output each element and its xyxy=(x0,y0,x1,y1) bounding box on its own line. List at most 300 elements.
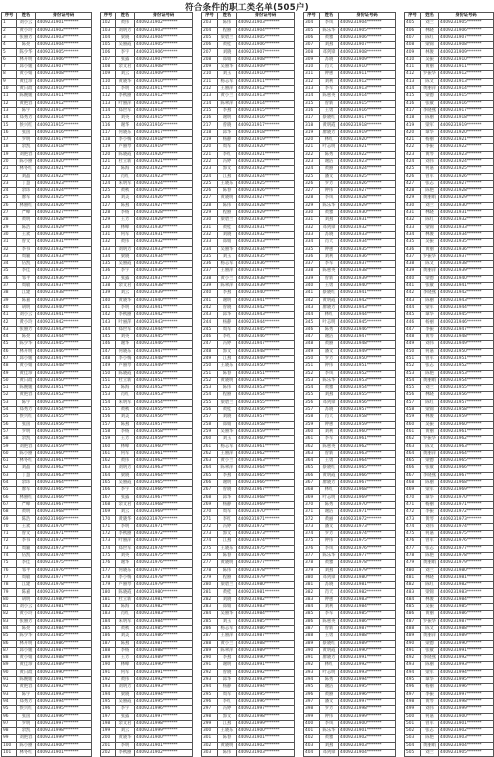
row-id: 4409231920******* xyxy=(339,137,396,144)
table-row xyxy=(101,304,193,311)
row-seq: 397 xyxy=(304,698,320,705)
table-row xyxy=(202,341,295,348)
header-seq: 序号 xyxy=(2,13,17,20)
row-seq: 23 xyxy=(2,180,17,187)
table-row xyxy=(101,480,193,487)
table-row xyxy=(304,414,396,421)
row-seq: 480 xyxy=(405,567,421,574)
row-name: 黄晓华 xyxy=(116,516,135,523)
row-id: 4409231967******* xyxy=(339,480,396,487)
row-seq: 486 xyxy=(405,611,421,618)
table-row xyxy=(2,480,92,487)
row-id: 4409231950******* xyxy=(135,370,193,377)
row-seq: 395 xyxy=(304,684,320,691)
table-row xyxy=(304,158,396,165)
table-row xyxy=(202,180,295,187)
row-name: 杨丽 xyxy=(421,137,439,144)
row-seq: 471 xyxy=(405,501,421,508)
row-id: 4409231963******* xyxy=(36,472,92,479)
table-row xyxy=(101,341,193,348)
row-id: 4409231992******* xyxy=(36,684,92,691)
row-seq: 402 xyxy=(304,735,320,742)
row-id: 4409231990******* xyxy=(237,655,295,662)
row-id: 4409231904******* xyxy=(439,742,494,749)
row-id: 4409231983******* xyxy=(439,589,494,596)
row-seq: 337 xyxy=(304,261,320,268)
row-name: 黄桂 xyxy=(218,407,237,414)
row-seq: 4 xyxy=(2,42,17,49)
row-name: 林红 xyxy=(320,662,339,669)
row-name: 黄小娟 xyxy=(17,363,36,370)
row-id: 4409231930******* xyxy=(339,210,396,217)
table-row xyxy=(101,363,193,370)
row-id: 4409231947******* xyxy=(36,355,92,362)
row-name: 黄丽 xyxy=(421,246,439,253)
table-row xyxy=(2,42,92,49)
row-id: 4409231905******* xyxy=(439,20,494,27)
row-seq: 196 xyxy=(101,706,116,713)
table-row xyxy=(304,399,396,406)
row-name: 林冬红 xyxy=(17,749,36,756)
row-name: 李燕 xyxy=(218,655,237,662)
row-name: 江燕 xyxy=(218,355,237,362)
row-name: 叶丽萍 xyxy=(116,319,135,326)
row-name: 刘美 xyxy=(116,414,135,421)
row-id: 4409231960******* xyxy=(339,428,396,435)
row-name: 刘云 xyxy=(116,728,135,735)
row-seq: 144 xyxy=(101,326,116,333)
row-name: 余玮 xyxy=(17,188,36,195)
row-seq: 312 xyxy=(304,78,320,85)
row-seq: 106 xyxy=(101,49,116,56)
row-id: 4409231936******* xyxy=(135,268,193,275)
table-row xyxy=(2,246,92,253)
row-seq: 161 xyxy=(101,450,116,457)
table-row xyxy=(304,334,396,341)
row-seq: 69 xyxy=(2,516,17,523)
row-id: 4409231923******* xyxy=(339,158,396,165)
row-id: 4409231987******* xyxy=(36,647,92,654)
row-name: 李明 xyxy=(116,85,135,92)
row-name: 丁慧 xyxy=(17,180,36,187)
row-id: 4409231966******* xyxy=(36,494,92,501)
row-id: 4409231942******* xyxy=(135,312,193,319)
row-id: 4409231996******* xyxy=(339,691,396,698)
row-id: 4409231983******* xyxy=(339,596,396,603)
row-id: 4409231933******* xyxy=(237,239,295,246)
row-seq: 56 xyxy=(2,421,17,428)
table-row xyxy=(101,487,193,494)
table-row xyxy=(405,231,494,238)
table-row xyxy=(304,93,396,100)
row-id: 4409231958******* xyxy=(339,414,396,421)
row-id: 4409231903******* xyxy=(339,742,396,749)
row-seq: 399 xyxy=(304,713,320,720)
row-id: 4409231998******* xyxy=(36,728,92,735)
table-row xyxy=(304,662,396,669)
row-seq: 499 xyxy=(405,706,421,713)
table-row xyxy=(405,567,494,574)
table-row xyxy=(405,735,494,742)
row-name: 罗振华 xyxy=(421,253,439,260)
row-id: 4409231931******* xyxy=(237,224,295,231)
row-seq: 41 xyxy=(2,312,17,319)
table-row xyxy=(202,290,295,297)
row-id: 4409231933******* xyxy=(36,253,92,260)
table-row xyxy=(101,180,193,187)
row-id: 4409231991******* xyxy=(237,662,295,669)
row-name: 吴振 xyxy=(421,239,439,246)
row-id: 4409231924******* xyxy=(439,158,494,165)
row-id: 4409231976******* xyxy=(237,552,295,559)
row-name: 黄明 xyxy=(17,509,36,516)
page-title: 符合条件的职工类名单(505户) xyxy=(185,3,309,13)
row-id: 4409231902******* xyxy=(135,749,193,756)
row-seq: 455 xyxy=(405,385,421,392)
row-name: 吴丽霞 xyxy=(116,261,135,268)
row-name: 王芳 xyxy=(116,217,135,224)
row-id: 4409231961******* xyxy=(135,450,193,457)
row-name: 刘英 xyxy=(116,552,135,559)
row-name: 黄桂 xyxy=(218,589,237,596)
row-id: 4409231963******* xyxy=(237,458,295,465)
row-name: 朱明军 xyxy=(116,180,135,187)
row-name: 陈翠萍 xyxy=(218,647,237,654)
row-seq: 14 xyxy=(2,115,17,122)
row-name: 黄艳容 xyxy=(17,100,36,107)
table-row xyxy=(202,407,295,414)
row-seq: 121 xyxy=(101,158,116,165)
table-row xyxy=(2,604,92,611)
row-seq: 243 xyxy=(202,312,218,319)
table-row xyxy=(2,662,92,669)
row-seq: 355 xyxy=(304,392,320,399)
table-row xyxy=(405,604,494,611)
row-name: 刘燕 xyxy=(320,392,339,399)
table-row xyxy=(202,465,295,472)
table-row xyxy=(101,385,193,392)
row-id: 4409231932******* xyxy=(339,224,396,231)
row-id: 4409231905******* xyxy=(339,27,396,34)
table-row xyxy=(304,385,396,392)
row-id: 4409231939******* xyxy=(36,297,92,304)
row-name: 陈丽 xyxy=(421,662,439,669)
row-name: 李佳 xyxy=(17,560,36,567)
table-row xyxy=(101,107,193,114)
row-name: 黄小兰 xyxy=(218,640,237,647)
row-id: 4409231923******* xyxy=(237,166,295,173)
row-id: 4409231956******* xyxy=(36,421,92,428)
row-id: 4409231945******* xyxy=(339,319,396,326)
row-seq: 317 xyxy=(304,115,320,122)
row-seq: 125 xyxy=(101,188,116,195)
table-row xyxy=(202,348,295,355)
table-row xyxy=(2,20,92,27)
row-name: 黄小玲 xyxy=(17,27,36,34)
row-seq: 73 xyxy=(2,545,17,552)
row-name: 王丽萍 xyxy=(218,85,237,92)
row-name: 陈红 xyxy=(421,217,439,224)
row-seq: 494 xyxy=(405,669,421,676)
table-row xyxy=(202,173,295,180)
table-row xyxy=(202,436,295,443)
row-seq: 245 xyxy=(202,326,218,333)
row-id: 4409231968******* xyxy=(237,494,295,501)
table-row xyxy=(304,224,396,231)
table-row xyxy=(101,465,193,472)
row-name: 陈燕 xyxy=(116,421,135,428)
row-name: 苏晓 xyxy=(320,56,339,63)
row-name: 李小梅 xyxy=(116,355,135,362)
row-name: 黄丽萍 xyxy=(421,633,439,640)
table-row xyxy=(405,93,494,100)
table-row xyxy=(405,20,494,27)
row-id: 4409231954******* xyxy=(36,407,92,414)
row-id: 4409231910******* xyxy=(36,85,92,92)
row-name: 黄丽 xyxy=(320,341,339,348)
row-name: 刘晓 xyxy=(218,596,237,603)
table-row xyxy=(101,144,193,151)
row-name: 李红 xyxy=(218,698,237,705)
row-name: 蔡晓红 xyxy=(320,640,339,647)
row-name: 李晓燕 xyxy=(421,472,439,479)
row-id: 4409231954******* xyxy=(439,377,494,384)
row-seq: 265 xyxy=(202,472,218,479)
row-id: 4409231925******* xyxy=(36,195,92,202)
table-row xyxy=(2,407,92,414)
table-row xyxy=(304,122,396,129)
row-id: 4409231981******* xyxy=(36,604,92,611)
row-name: 郭文 xyxy=(218,348,237,355)
row-name: 黄丽萍 xyxy=(421,450,439,457)
row-name: 林冬红 xyxy=(17,458,36,465)
table-row xyxy=(202,494,295,501)
row-id: 4409231980******* xyxy=(237,582,295,589)
row-name: 陈丽 xyxy=(421,480,439,487)
table-row xyxy=(202,633,295,640)
row-id: 4409231905******* xyxy=(439,749,494,756)
table-row xyxy=(202,399,295,406)
row-name: 黄丽娟 xyxy=(421,560,439,567)
row-seq: 153 xyxy=(101,392,116,399)
row-name: 张志 xyxy=(421,728,439,735)
row-name: 王欢 xyxy=(17,523,36,530)
table-row xyxy=(202,210,295,217)
table-row xyxy=(202,552,295,559)
row-name: 程丽 xyxy=(218,392,237,399)
row-id: 4409231952******* xyxy=(135,385,193,392)
table-row xyxy=(101,633,193,640)
table-row xyxy=(202,560,295,567)
table-row xyxy=(2,78,92,85)
row-name: 黄明霞 xyxy=(320,297,339,304)
table-row xyxy=(101,414,193,421)
row-id: 4409231955******* xyxy=(135,407,193,414)
row-name: 严峰 xyxy=(17,210,36,217)
row-id: 4409231955******* xyxy=(237,399,295,406)
row-seq: 98 xyxy=(2,728,17,735)
row-seq: 446 xyxy=(405,319,421,326)
row-name: 黄琴 xyxy=(421,698,439,705)
row-seq: 332 xyxy=(304,224,320,231)
row-seq: 58 xyxy=(2,436,17,443)
row-name: 周军 xyxy=(218,326,237,333)
table-row xyxy=(101,85,193,92)
row-id: 4409231943******* xyxy=(439,297,494,304)
row-name: 陈丽 xyxy=(421,297,439,304)
row-id: 4409231956******* xyxy=(439,392,494,399)
row-name: 王晓东 xyxy=(218,363,237,370)
row-id: 4409231953******* xyxy=(135,392,193,399)
row-seq: 197 xyxy=(101,713,116,720)
table-row xyxy=(202,604,295,611)
row-seq: 313 xyxy=(304,85,320,92)
row-id: 4409231903******* xyxy=(36,34,92,41)
row-seq: 454 xyxy=(405,377,421,384)
table-row xyxy=(2,509,92,516)
row-id: 4409231913******* xyxy=(439,78,494,85)
row-seq: 167 xyxy=(101,494,116,501)
table-row xyxy=(304,217,396,224)
row-seq: 168 xyxy=(101,501,116,508)
row-id: 4409231998******* xyxy=(339,706,396,713)
header-id: 身份证号码 xyxy=(237,13,295,20)
table-row xyxy=(405,195,494,202)
table-row xyxy=(2,49,92,56)
table-row xyxy=(202,49,295,56)
row-name: 刘燕 xyxy=(320,567,339,574)
row-seq: 386 xyxy=(304,618,320,625)
row-name: 陈伟 xyxy=(218,202,237,209)
table-row xyxy=(2,85,92,92)
table-row xyxy=(405,531,494,538)
row-id: 4409231928******* xyxy=(339,195,396,202)
row-id: 4409231911******* xyxy=(135,85,193,92)
row-seq: 15 xyxy=(2,122,17,129)
table-row xyxy=(304,129,396,136)
table-row xyxy=(101,392,193,399)
table-row xyxy=(2,304,92,311)
row-id: 4409231982******* xyxy=(36,611,92,618)
row-name: 黄小兰 xyxy=(218,93,237,100)
row-id: 4409231909******* xyxy=(237,64,295,71)
row-name: 苏晓 xyxy=(320,582,339,589)
table-row xyxy=(2,523,92,530)
table-row xyxy=(2,239,92,246)
row-id: 4409231904******* xyxy=(339,20,396,27)
row-seq: 142 xyxy=(101,312,116,319)
row-seq: 344 xyxy=(304,312,320,319)
row-id: 4409231909******* xyxy=(36,78,92,85)
row-id: 4409231979******* xyxy=(339,567,396,574)
table-row xyxy=(101,319,193,326)
row-seq: 448 xyxy=(405,334,421,341)
row-seq: 422 xyxy=(405,144,421,151)
row-id: 4409231919******* xyxy=(135,144,193,151)
row-id: 4409231977******* xyxy=(135,567,193,574)
row-name: 刘兰 xyxy=(421,202,439,209)
row-id: 4409231997******* xyxy=(439,691,494,698)
table-header-row xyxy=(101,13,193,20)
row-seq: 373 xyxy=(304,523,320,530)
row-name: 梁德 xyxy=(421,93,439,100)
row-name: 黄伟 xyxy=(116,458,135,465)
row-seq: 205 xyxy=(202,34,218,41)
table-row xyxy=(304,472,396,479)
row-seq: 40 xyxy=(2,304,17,311)
row-name: 郑秀芳 xyxy=(17,698,36,705)
header-id: 身份证号码 xyxy=(36,13,92,20)
table-row xyxy=(304,443,396,450)
table-row xyxy=(405,341,494,348)
table-row xyxy=(304,669,396,676)
row-id: 4409231997******* xyxy=(339,698,396,705)
row-name: 刘明芳 xyxy=(116,246,135,253)
table-row xyxy=(304,144,396,151)
roster-column-3 xyxy=(201,12,294,756)
table-row xyxy=(101,494,193,501)
table-row xyxy=(304,523,396,530)
row-seq: 208 xyxy=(202,56,218,63)
row-id: 4409231967******* xyxy=(439,472,494,479)
table-row xyxy=(304,319,396,326)
row-seq: 477 xyxy=(405,545,421,552)
row-seq: 491 xyxy=(405,647,421,654)
row-seq: 370 xyxy=(304,501,320,508)
row-id: 4409231987******* xyxy=(237,633,295,640)
row-seq: 273 xyxy=(202,531,218,538)
row-name: 黄晓华 xyxy=(116,735,135,742)
table-row xyxy=(202,611,295,618)
table-row xyxy=(405,552,494,559)
row-seq: 70 xyxy=(2,523,17,530)
table-row xyxy=(2,545,92,552)
row-seq: 353 xyxy=(304,377,320,384)
row-seq: 453 xyxy=(405,370,421,377)
row-id: 4409231913******* xyxy=(339,85,396,92)
table-row xyxy=(2,195,92,202)
row-name: 黄伟 xyxy=(116,20,135,27)
row-seq: 500 xyxy=(405,713,421,720)
table-row xyxy=(304,640,396,647)
row-id: 4409231908******* xyxy=(36,71,92,78)
table-row xyxy=(2,224,92,231)
row-seq: 235 xyxy=(202,253,218,260)
table-row xyxy=(2,552,92,559)
row-name: 张敏 xyxy=(421,100,439,107)
table-row xyxy=(2,158,92,165)
row-name: 杨静 xyxy=(218,501,237,508)
row-seq: 488 xyxy=(405,625,421,632)
table-row xyxy=(101,56,193,63)
row-name: 肖天 xyxy=(320,239,339,246)
table-row xyxy=(405,180,494,187)
row-seq: 283 xyxy=(202,604,218,611)
table-row xyxy=(304,604,396,611)
row-seq: 78 xyxy=(2,582,17,589)
row-seq: 349 xyxy=(304,348,320,355)
row-seq: 442 xyxy=(405,290,421,297)
row-name: 陈秀 xyxy=(320,501,339,508)
table-row xyxy=(304,341,396,348)
row-name: 张露 xyxy=(116,713,135,720)
row-name: 谭华 xyxy=(421,129,439,136)
table-row xyxy=(2,728,92,735)
row-seq: 33 xyxy=(2,253,17,260)
roster-table xyxy=(100,12,193,757)
table-row xyxy=(405,611,494,618)
row-id: 4409231995******* xyxy=(339,684,396,691)
